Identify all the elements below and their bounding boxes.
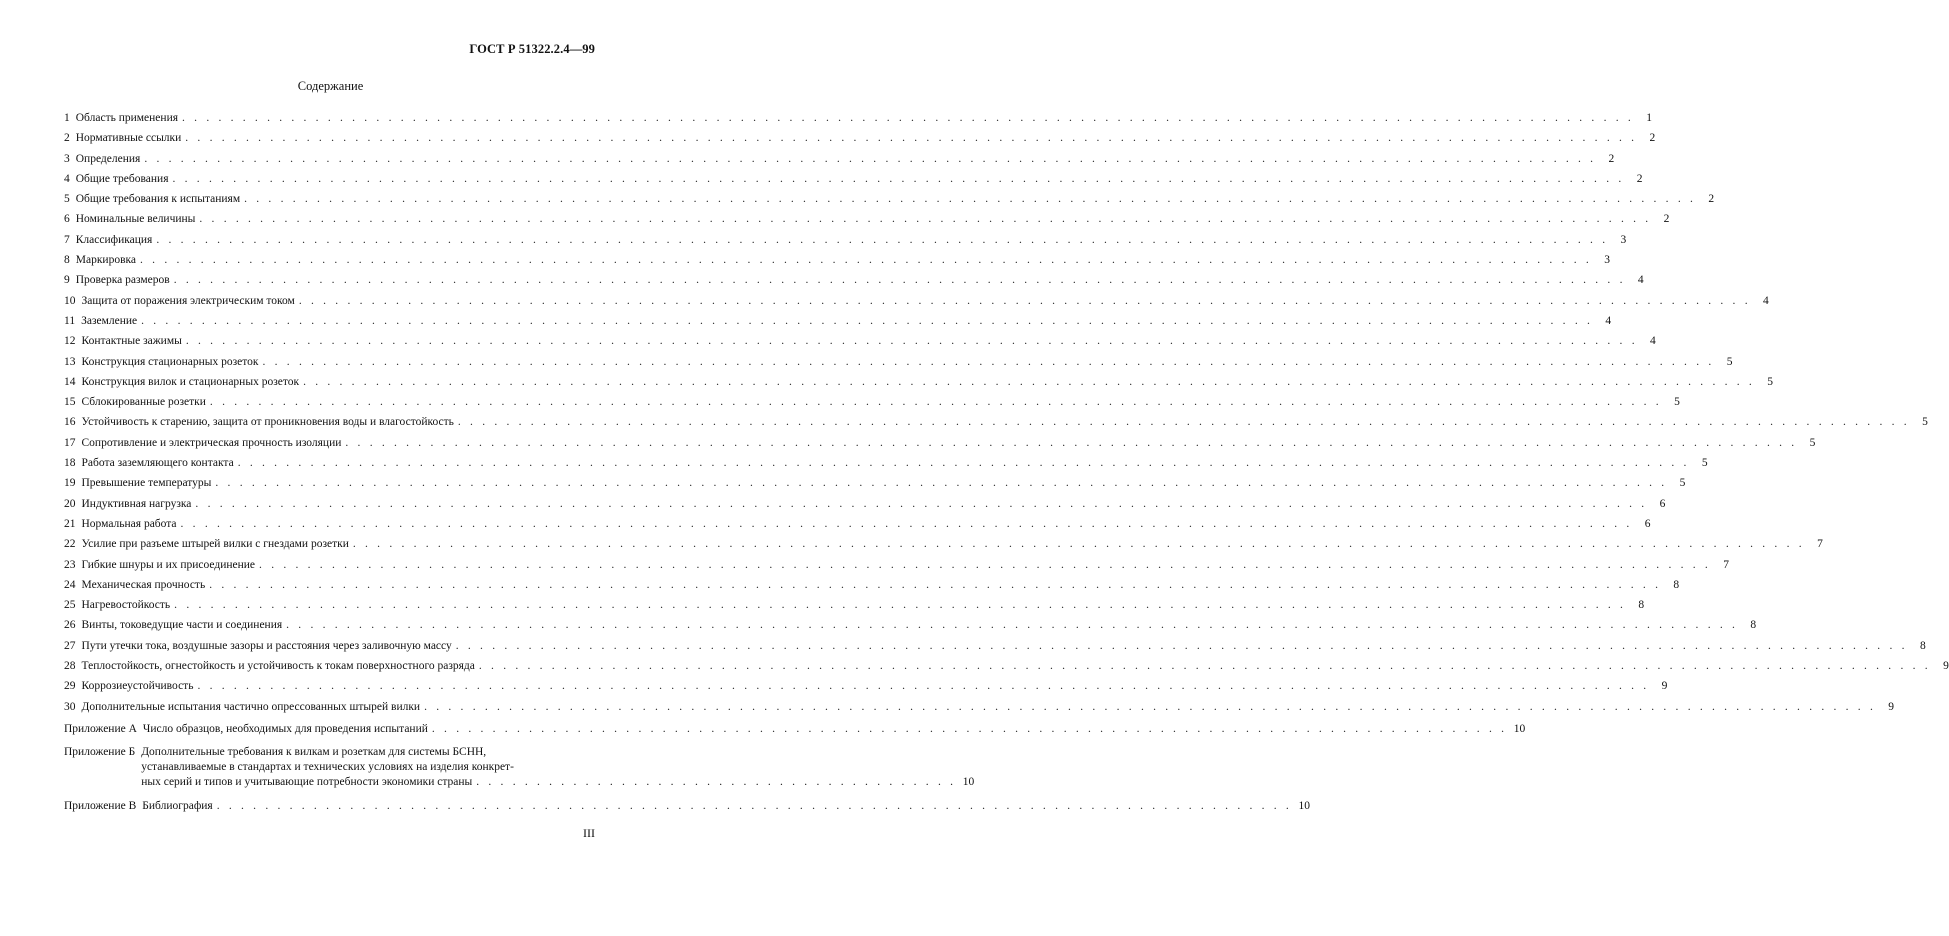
page-number: 5 <box>1767 375 1773 388</box>
page-number: 5 <box>1701 457 1708 470</box>
section-title: Определения <box>75 152 141 165</box>
leader-dots: . . . . . . . . . . . . . . . . . . . . . . . . . . . . . . . . . . . . . . . . . . . . . . . . . . . . . . . . . . . . . . . . . . . . . . . . . . . . . . . . . . . . . . . . . . . . . . . . . . . . . . . . . . . . . . . . . . . . . . . . <box>345 436 1798 449</box>
section-number: 12 <box>64 335 76 348</box>
section-number: 16 <box>64 416 76 429</box>
section-number: 10 <box>64 294 76 307</box>
page-number: 1 <box>1646 112 1652 124</box>
toc-entry[interactable] <box>64 311 1612 331</box>
section-title: Заземление <box>81 314 138 327</box>
leader-dots: . . . . . . . . . . . . . . . . . . . . . . . . . . . . . . . . . . . . . . . . . . . . . . . . . . . . . . . . . . . . . . . . . . . . . . . . . . . . . . . . . . . . . . . . . . . . . . . . . . . . . . . . . . . . . . . . . . . . . . . . <box>455 639 1908 652</box>
section-number: 14 <box>64 375 76 388</box>
toc-entry[interactable] <box>64 331 1656 351</box>
appendix-title: Число образцов, необходимых для проведения испытаний <box>142 722 428 735</box>
section-title: Классификация <box>75 233 153 246</box>
toc-entry[interactable] <box>64 494 1666 514</box>
page-number: 10 <box>1513 722 1526 735</box>
leader-dots: . . . . . . . . . . . . . . . . . . . . . . . . . . . . . . . . . . . . . . . . . . . . . . . . . . . . . . . . . . . . . . . . . . . . . . . . . . . . . . . . . . . . . . . . . . . . . . . . . . . . . . . . . . . . . . . . . . . . . . . . <box>144 152 1597 165</box>
section-number: 24 <box>64 578 76 591</box>
section-title: Винты, токоведущие части и соединения <box>81 619 283 632</box>
section-number: 28 <box>64 660 76 673</box>
page-number: 8 <box>1750 619 1757 632</box>
section-number: 25 <box>64 599 76 612</box>
section-number: 26 <box>64 619 76 632</box>
section-title: Общие требования <box>75 172 169 185</box>
section-number: 17 <box>64 436 76 449</box>
toc-title: Содержание <box>297 79 364 93</box>
page-number: 2 <box>1663 213 1670 226</box>
leader-dots: . . . . . . . . . . . . . . . . . . . . . . . . . . . . . . . . . . . . . . . . . . . . . . . . . . . . . . . . . . . . . . . . . . . . . . . . . . . . . . . . . . . . . . . . . . . . . . . . . . . . . . . . . . . . . . . . . . . . . . . . <box>140 254 1592 267</box>
page-number: 8 <box>1919 639 1926 652</box>
leader-dots: . . . . . . . . . . . . . . . . . . . . . . . . . . . . . . . . . . . . . . . . . . . . . . . . . . . . . . . . . . . . . . . . . . . . . . . . . . . . . . . . . . . . . . . . . . . . . . . . . . . . . . . . . . . . . . . . . . . . . . . . <box>197 680 1650 693</box>
leader-dots: . . . . . . . . . . . . . . . . . . . . . . . . . . . . . . . . . . . . . . . . . . . . . . . . . . . . . . . . . . . . . . . . . . . . . . . . . . . . . . . . . . . . . . . . . . . . . . . . . . . . . . . . . . . . . . . . . . . . . . . . <box>244 193 1697 206</box>
section-title: Нагревостойкость <box>81 599 171 612</box>
toc-entry[interactable] <box>64 169 1643 189</box>
page-number: 5 <box>1679 477 1686 490</box>
section-title: Конструкция стационарных розеток <box>81 355 259 368</box>
section-title: Работа заземляющего контакта <box>81 457 234 470</box>
leader-dots: . . . . . . . . . . . . . . . . . . . . . . . . . . . . . . . . . . . . . . . . . . . . . . . . . . . . . . . . . . . . . . . . . . . . . . . . . . . . . . . . . . . . . . . . . . . . . . . . . . . . . . . . . . . . . . . . . . . . . . . . <box>209 396 1662 409</box>
leader-dots: . . . . . . . . . . . . . . . . . . . . . . . . . . . . . . . . . . . . . . . . . . . . . . . . . . . . . . . . . . . . . . . . . . . . . . . . . . . . . . . . . . . . . . . . . . . . . . . . . . . . . . . . . . . . . . . . . . . . . . . . <box>259 558 1711 571</box>
section-title: Дополнительные испытания частично опрессованных штырей вилки <box>81 700 421 713</box>
page-number: 8 <box>1673 578 1680 591</box>
leader-dots: . . . . . . . . . . . . . . . . . . . . . . . . . . . . . . . . . . . . . . . . <box>476 776 957 789</box>
section-title: Нормативные ссылки <box>75 132 182 145</box>
section-title: Индуктивная нагрузка <box>81 497 192 510</box>
leader-dots: . . . . . . . . . . . . . . . . . . . . . . . . . . . . . . . . . . . . . . . . . . . . . . . . . . . . . . . . . . . . . . . . . . . . . . . . . . . . . . . . . . . . . . . . . . . . . . . . . . . . . . . . . . . . . . . . . . . . . . . . <box>352 538 1805 551</box>
page-number: 2 <box>1636 172 1643 185</box>
toc-entry[interactable] <box>64 615 1757 635</box>
page-number: 4 <box>1637 274 1644 287</box>
page-number: 4 <box>1650 335 1656 348</box>
section-number: 13 <box>64 355 76 368</box>
appendix-number: Приложение В <box>64 800 137 813</box>
document-header: ГОСТ Р 51322.2.4—99 <box>469 42 595 56</box>
appendix-number: Приложение Б <box>64 746 136 759</box>
page-number: 9 <box>1888 700 1895 713</box>
section-number: 9 <box>64 274 70 287</box>
leader-dots: . . . . . . . . . . . . . . . . . . . . . . . . . . . . . . . . . . . . . . . . . . . . . . . . . . . . . . . . . . . . . . . . . . . . . . . . . . . . . . . . . . . . . . . . . . . . . . . . . . . . . . . . . . . . . . . . . . . . . . . . <box>424 700 1877 713</box>
leader-dots: . . . . . . . . . . . . . . . . . . . . . . . . . . . . . . . . . . . . . . . . . . . . . . . . . . . . . . . . . . . . . . . . . . . . . . . . . . . . . . . . . . . . . . . . . . . . . . . . . . . . . . . . . . . . . . . . . . . . . . . . <box>185 335 1638 348</box>
page-number: 6 <box>1659 497 1666 510</box>
page-number: 10 <box>1298 800 1310 813</box>
leader-dots: . . . . . . . . . . . . . . . . . . . . . . . . . . . . . . . . . . . . . . . . . . . . . . . . . . . . . . . . . . . . . . . . . . . . . . . . . . . . . . . . . . . . . . . . . . . . . . . . . . . . . . . . . . . . . . . . . . . . . . . . <box>298 294 1751 307</box>
page-footer-number: III <box>583 826 595 840</box>
section-number: 21 <box>64 517 76 530</box>
section-title: Сблокированные розетки <box>81 396 206 409</box>
section-title: Контактные зажимы <box>81 335 182 348</box>
toc-entry[interactable] <box>64 412 1928 432</box>
section-title: Конструкция вилок и стационарных розеток <box>81 375 300 388</box>
section-title: Устойчивость к старению, защита от проникновения воды и влагостойкость <box>81 416 454 429</box>
section-title: Нормальная работа <box>81 517 177 530</box>
section-number: 3 <box>64 152 70 165</box>
toc-entry[interactable] <box>64 636 1926 656</box>
leader-dots: . . . . . . . . . . . . . . . . . . . . . . . . . . . . . . . . . . . . . . . . . . . . . . . . . . . . . . . . . . . . . . . . . . . . . . . . . . . . . . . . . . . . . . . . . . . . . . . . . . . . . . . . . . . . . . . . . . . . . . . . <box>457 416 1910 429</box>
section-title: Пути утечки тока, воздушные зазоры и расстояния через заливочную массу <box>81 639 452 652</box>
page-number: 2 <box>1608 152 1615 165</box>
section-title: Защита от поражения электрическим током <box>81 294 295 307</box>
leader-dots: . . . . . . . . . . . . . . . . . . . . . . . . . . . . . . . . . . . . . . . . . . . . . . . . . . . . . . . . . . . . . . . . . . . . . . . . . . . . . . . . . . . . . . . . . . . . . . . . . . . . . . . . . . . . . . . . . . . . . . . . <box>303 375 1755 388</box>
leader-dots: . . . . . . . . . . . . . . . . . . . . . . . . . . . . . . . . . . . . . . . . . . . . . . . . . . . . . . . . . . . . . . . . . . . . . . . . . . . . . . . . . . . . . . . . . <box>216 800 1292 813</box>
section-title: Общие требования к испытаниям <box>75 193 241 206</box>
appendix-number: Приложение А <box>64 722 137 735</box>
toc-entry[interactable] <box>64 575 1680 595</box>
section-number: 5 <box>64 193 70 206</box>
toc-entry[interactable] <box>64 291 1769 311</box>
section-title: Номинальные величины <box>75 213 196 226</box>
toc-entry[interactable] <box>64 250 1610 270</box>
leader-dots: . . . . . . . . . . . . . . . . . . . . . . . . . . . . . . . . . . . . . . . . . . . . . . . . . . . . . . . . . . . . . . . . . . . . . . . . . . . . . . . . . . . . . . . . . . . . . . . . . . . . . . . . . . . . . . . . . . . . . . . . <box>195 497 1648 510</box>
section-number: 15 <box>64 396 76 409</box>
leader-dots: . . . . . . . . . . . . . . . . . . . . . . . . . . . . . . . . . . . . . . . . . . . . . . . . . . . . . . . . . . . . . . . . . . . . . . . . . . . . . . . . . . . . . . . . . . . . . . . . . . . . . . . . . . . . . . . . . . . . . . . . <box>141 314 1594 327</box>
toc-entry[interactable] <box>64 270 1644 290</box>
toc-appendix-b[interactable] <box>64 745 975 790</box>
toc-entry[interactable] <box>64 555 1729 575</box>
leader-dots: . . . . . . . . . . . . . . . . . . . . . . . . . . . . . . . . . . . . . . . . . . . . . . . . . . . . . . . . . . . . . . . . . . . . . . . . . . . . . . . . . . . . . . . . . . . . . . . . . . . . . . . . . . . . . . . . . . . . . . . . <box>172 172 1625 185</box>
toc-entry[interactable] <box>64 230 1627 250</box>
leader-dots: . . . . . . . . . . . . . . . . . . . . . . . . . . . . . . . . . . . . . . . . . . . . . . . . . . . . . . . . . . . . . . . . . . . . . . . . . . . . . . . . . . . . . . . . . . . . . . . . . . . . . . . . . . . . . . . . . . . . . . . . <box>286 619 1739 632</box>
section-title: Проверка размеров <box>75 274 170 287</box>
section-title: Теплостойкость, огнестойкость и устойчивость к токам поверхностного разряда <box>81 660 475 673</box>
page-number: 7 <box>1723 558 1729 571</box>
section-number: 22 <box>64 538 76 551</box>
section-title: Гибкие шнуры и их присоединение <box>81 558 256 571</box>
section-title: Механическая прочность <box>81 578 206 591</box>
appendix-title-line: устанавливаемые в стандартах и технических условиях на изделия конкрет- <box>141 761 514 774</box>
page-number: 2 <box>1708 193 1715 206</box>
section-number: 1 <box>64 112 70 124</box>
toc-entry[interactable] <box>64 128 1656 148</box>
section-number: 7 <box>64 233 70 246</box>
appendix-title-line: Дополнительные требования к вилкам и розеткам для системы БСНН, <box>141 746 487 759</box>
toc-entry[interactable] <box>64 149 1615 169</box>
section-number: 11 <box>64 314 76 327</box>
section-number: 4 <box>64 172 70 185</box>
section-number: 8 <box>64 254 70 267</box>
leader-dots: . . . . . . . . . . . . . . . . . . . . . . . . . . . . . . . . . . . . . . . . . . . . . . . . . . . . . . . . . . . . . . . . . . . . . . . . . . . . . . . . . . . . . . . . . <box>431 722 1508 735</box>
section-title: Сопротивление и электрическая прочность изоляции <box>81 436 342 449</box>
toc-entry[interactable] <box>64 595 1645 615</box>
leader-dots: . . . . . . . . . . . . . . . . . . . . . . . . . . . . . . . . . . . . . . . . . . . . . . . . . . . . . . . . . . . . . . . . . . . . . . . . . . . . . . . . . . . . . . . . . . . . . . . . . . . . . . . . . . . . . . . . . . . . . . . . <box>262 355 1715 368</box>
section-number: 19 <box>64 477 76 490</box>
section-number: 23 <box>64 558 76 571</box>
leader-dots: . . . . . . . . . . . . . . . . . . . . . . . . . . . . . . . . . . . . . . . . . . . . . . . . . . . . . . . . . . . . . . . . . . . . . . . . . . . . . . . . . . . . . . . . . . . . . . . . . . . . . . . . . . . . . . . . . . . . . . . . <box>156 233 1609 246</box>
section-number: 2 <box>64 132 70 145</box>
page-number: 5 <box>1922 416 1928 429</box>
section-title: Усилие при разъеме штырей вилки с гнездами розетки <box>81 538 349 551</box>
toc-entry[interactable] <box>64 189 1715 209</box>
toc-entry[interactable] <box>64 656 1949 676</box>
section-title: Область применения <box>75 112 179 124</box>
toc-entry[interactable] <box>64 534 1823 554</box>
leader-dots: . . . . . . . . . . . . . . . . . . . . . . . . . . . . . . . . . . . . . . . . . . . . . . . . . . . . . . . . . . . . . . . . . . . . . . . . . . . . . . . . . . . . . . . . . . . . . . . . . . . . . . . . . . . . . . . . . . . . . . . . <box>173 274 1626 287</box>
toc-appendix-c[interactable] <box>64 796 1310 816</box>
leader-dots: . . . . . . . . . . . . . . . . . . . . . . . . . . . . . . . . . . . . . . . . . . . . . . . . . . . . . . . . . . . . . . . . . . . . . . . . . . . . . . . . . . . . . . . . . . . . . . . . . . . . . . . . . . . . . . . . . . . . . . . . <box>180 517 1633 530</box>
section-number: 20 <box>64 497 76 510</box>
section-title: Коррозиеустойчивость <box>81 680 194 693</box>
page-number: 5 <box>1674 396 1680 409</box>
toc-entry[interactable] <box>64 676 1668 696</box>
toc-entry[interactable] <box>64 697 1895 717</box>
section-number: 18 <box>64 457 76 470</box>
leader-dots: . . . . . . . . . . . . . . . . . . . . . . . . . . . . . . . . . . . . . . . . . . . . . . . . . . . . . . . . . . . . . . . . . . . . . . . . . . . . . . . . . . . . . . . . . . . . . . . . . . . . . . . . . . . . . . . . . . . . . . . . <box>215 477 1668 490</box>
leader-dots: . . . . . . . . . . . . . . . . . . . . . . . . . . . . . . . . . . . . . . . . . . . . . . . . . . . . . . . . . . . . . . . . . . . . . . . . . . . . . . . . . . . . . . . . . . . . . . . . . . . . . . . . . . . . . . . . . . . . . . . . <box>209 578 1662 591</box>
page-number: 5 <box>1726 355 1733 368</box>
page-number: 5 <box>1809 436 1816 449</box>
page-number: 6 <box>1644 517 1651 530</box>
page-number: 3 <box>1620 233 1627 246</box>
appendix-title: Библиография <box>142 800 213 813</box>
page-number: 4 <box>1763 294 1769 307</box>
leader-dots: . . . . . . . . . . . . . . . . . . . . . . . . . . . . . . . . . . . . . . . . . . . . . . . . . . . . . . . . . . . . . . . . . . . . . . . . . . . . . . . . . . . . . . . . . . . . . . . . . . . . . . . . . . . . . . . . . . . . . . . . <box>182 112 1634 124</box>
toc-entry[interactable] <box>64 108 1652 128</box>
toc-entry[interactable] <box>64 392 1680 412</box>
appendix-title-line: ных серий и типов и учитывающие потребности экономики страны . . . . . . . . . . . . . . . . . . . . . . . . . . . . . . . . . . . . . . . . 10 <box>141 776 975 789</box>
section-title: Превышение температуры <box>81 477 212 490</box>
leader-dots: . . . . . . . . . . . . . . . . . . . . . . . . . . . . . . . . . . . . . . . . . . . . . . . . . . . . . . . . . . . . . . . . . . . . . . . . . . . . . . . . . . . . . . . . . . . . . . . . . . . . . . . . . . . . . . . . . . . . . . . . <box>478 660 1931 673</box>
section-number: 29 <box>64 680 76 693</box>
leader-dots: . . . . . . . . . . . . . . . . . . . . . . . . . . . . . . . . . . . . . . . . . . . . . . . . . . . . . . . . . . . . . . . . . . . . . . . . . . . . . . . . . . . . . . . . . . . . . . . . . . . . . . . . . . . . . . . . . . . . . . . . <box>199 213 1652 226</box>
section-number: 6 <box>64 213 70 226</box>
page-number: 4 <box>1605 314 1612 327</box>
page-number: 9 <box>1943 660 1949 673</box>
toc-appendix-a[interactable] <box>64 719 1526 739</box>
toc-entries <box>64 108 1949 717</box>
leader-dots: . . . . . . . . . . . . . . . . . . . . . . . . . . . . . . . . . . . . . . . . . . . . . . . . . . . . . . . . . . . . . . . . . . . . . . . . . . . . . . . . . . . . . . . . . . . . . . . . . . . . . . . . . . . . . . . . . . . . . . . . <box>237 457 1690 470</box>
toc-entry[interactable] <box>64 453 1708 473</box>
page-number: 8 <box>1638 599 1645 612</box>
toc-entry[interactable] <box>64 209 1670 229</box>
page-number: 7 <box>1817 538 1823 551</box>
page-number: 9 <box>1661 680 1668 693</box>
leader-dots: . . . . . . . . . . . . . . . . . . . . . . . . . . . . . . . . . . . . . . . . . . . . . . . . . . . . . . . . . . . . . . . . . . . . . . . . . . . . . . . . . . . . . . . . . . . . . . . . . . . . . . . . . . . . . . . . . . . . . . . . <box>185 132 1638 145</box>
toc-entry[interactable] <box>64 514 1651 534</box>
section-number: 30 <box>64 700 76 713</box>
page-number: 3 <box>1604 254 1610 267</box>
leader-dots: . . . . . . . . . . . . . . . . . . . . . . . . . . . . . . . . . . . . . . . . . . . . . . . . . . . . . . . . . . . . . . . . . . . . . . . . . . . . . . . . . . . . . . . . . . . . . . . . . . . . . . . . . . . . . . . . . . . . . . . . <box>174 599 1627 612</box>
toc-entry[interactable] <box>64 372 1773 392</box>
table-of-contents <box>64 108 1949 817</box>
toc-entry[interactable] <box>64 433 1816 453</box>
page-number: 2 <box>1649 132 1656 145</box>
section-title: Маркировка <box>75 254 137 267</box>
section-number: 27 <box>64 639 76 652</box>
page-number: 10 <box>962 776 975 789</box>
toc-entry[interactable] <box>64 473 1686 493</box>
toc-entry[interactable] <box>64 352 1733 372</box>
